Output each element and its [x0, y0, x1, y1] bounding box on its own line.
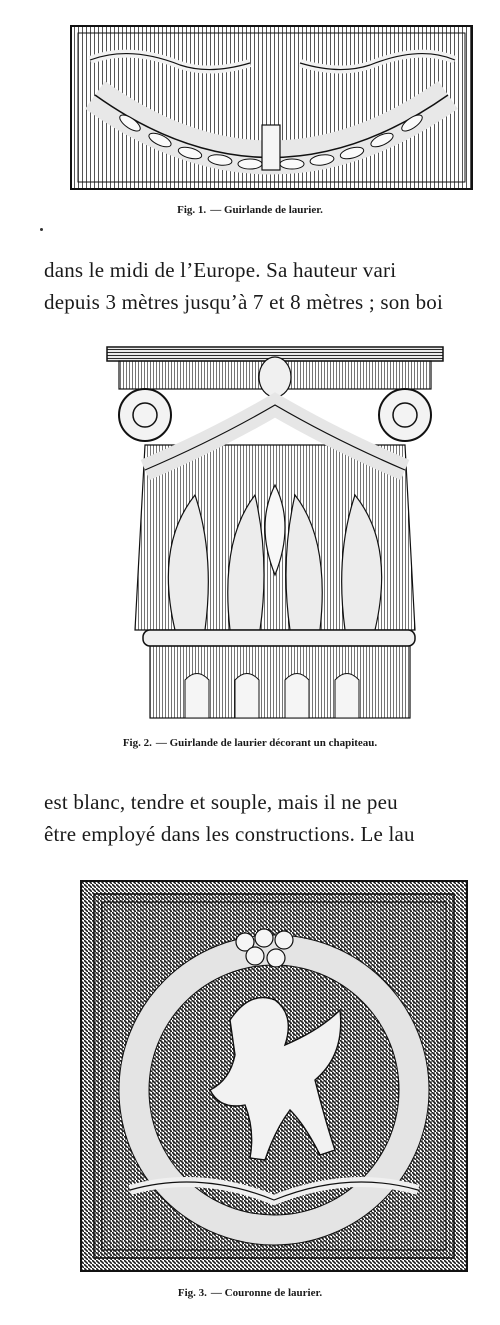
text-line-4: être employé dans les constructions. Le lau: [44, 822, 415, 846]
figure-1-garland-engraving: [70, 25, 473, 190]
figure-3-caption: [0, 1287, 500, 1299]
text-line-2: depuis 3 mètres jusqu’à 7 et 8 mètres ; son boi: [44, 290, 443, 314]
figure-1-label: Fig. 1.: [177, 204, 207, 216]
ink-speck: [40, 228, 43, 231]
figure-3-label: Fig. 3.: [177, 1287, 207, 1299]
figure-3-caption-text: — Couronne de laurier.: [210, 1287, 323, 1299]
figure-1-caption: [0, 204, 500, 216]
figure-1-caption-text: — Guirlande de laurier.: [210, 204, 323, 216]
figure-2-caption: [0, 737, 500, 749]
text-line-1: dans le midi de l’Europe. Sa hauteur vari: [44, 258, 397, 282]
figure-3-wreath-engraving: [80, 880, 468, 1272]
figure-2-capital-engraving: [105, 345, 445, 720]
figure-2-label: Fig. 2.: [122, 737, 152, 749]
text-line-3: est blanc, tendre et souple, mais il ne peu: [44, 790, 398, 814]
figure-2-caption-text: — Guirlande de laurier décorant un chapiteau.: [155, 737, 378, 749]
